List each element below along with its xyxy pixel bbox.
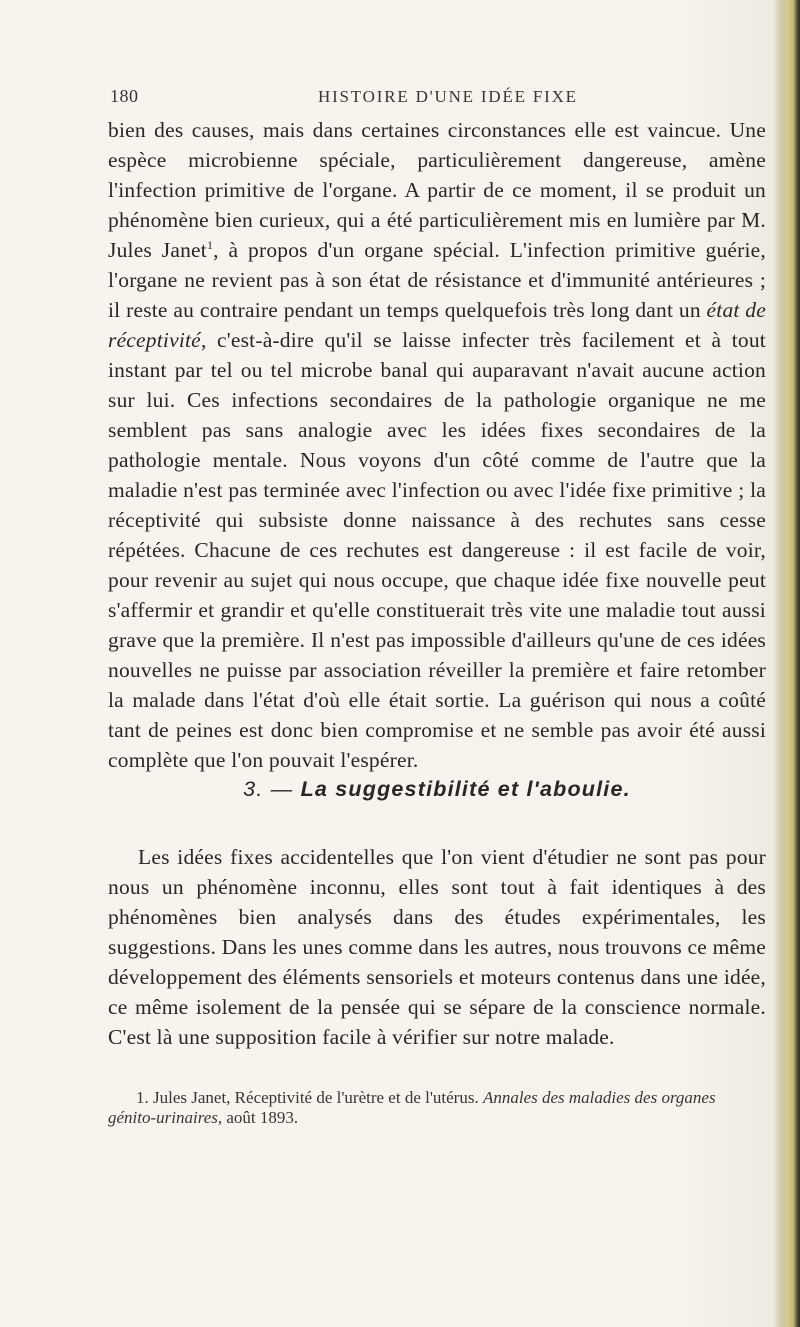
main-text-2: [108, 842, 766, 1052]
running-title: HISTOIRE D'UNE IDÉE FIXE: [318, 87, 578, 106]
footnote-date: , août 1893.: [217, 1108, 299, 1127]
paragraph-1-text-c: , c'est-à-dire qu'il se laisse infecter très facilement et à tout instant par tel ou tel microbe banal qui auparavant n'avait aucune action sur lui. Ces infections secondaires de la pathologie organique ne me semblent pas sans analogie avec les idées fixes secondaires de la pathologie mentale. Nous voyons d'un côté comme de l'autre que la maladie n'est pas terminée avec l'infection ou avec l'idée fixe primitive ; la réceptivité qui subsiste donne naissance à des rechutes sans cesse répétées. Chacune de ces rechutes est dangereuse : il est facile de voir, pour revenir au sujet qui nous occupe, que chaque idée fixe nouvelle peut s'affermir et grandir et qu'elle constituerait très vite une maladie tout aussi grave que la première. Il n'est pas impossible d'ailleurs qu'une de ces idées nouvelles ne puisse par association réveiller la première et faire retomber la malade dans l'état d'où elle était sortie. La guérison qui nous a coûté tant de peines est donc bien compromise et ne semble pas avoir été aussi complète que l'on pouvait l'espérer.: [108, 328, 766, 772]
footnote-number: 1.: [136, 1088, 149, 1107]
section-title: La suggestibilité et l'aboulie.: [300, 777, 631, 801]
paragraph-1-text-a: bien des causes, mais dans certaines circonstances elle est vaincue. Une espèce microbienne spéciale, particulièrement dangereuse, amène l'infection primitive de l'organe. A partir de ce moment, il se produit un phénomène bien curieux, qui a été particulièrement mis en lumière par M. Jules Janet: [108, 118, 766, 262]
section-number: 3. —: [243, 777, 294, 801]
running-head: [110, 86, 770, 110]
page-edge-binding: [774, 0, 800, 1327]
footnote-text: Jules Janet, Réceptivité de l'urètre et de l'utérus.: [148, 1088, 483, 1107]
page-number: 180: [110, 86, 139, 106]
footnote-journal: Annales des maladies des organes génito-urinaires: [108, 1088, 716, 1127]
footnote: [108, 1088, 766, 1128]
paragraph-1-text-b: , à propos d'un organe spécial. L'infection primitive guérie, l'organe ne revient pas à son état de résistance et d'immunité antérieures ; il reste au contraire pendant un temps quelquefois très long dant un: [108, 238, 766, 322]
paragraph-1: [108, 115, 766, 775]
main-text: [108, 115, 766, 775]
italic-term: état de réceptivité: [108, 298, 767, 352]
paragraph-2: Les idées fixes accidentelles que l'on vient d'étudier ne sont pas pour nous un phénomène inconnu, elles sont tout à fait identiques à des phénomènes bien analysés dans des études expérimentales, les suggestions. Dans les unes comme dans les autres, nous trouvons ce même développement des éléments sensoriels et moteurs contenus dans une idée, ce même isolement de la pensée qui se sépare de la conscience normale. C'est là une supposition facile à vérifier sur notre malade.: [108, 845, 766, 1049]
section-heading: [108, 777, 766, 802]
footnote-reference[interactable]: 1: [206, 238, 214, 252]
